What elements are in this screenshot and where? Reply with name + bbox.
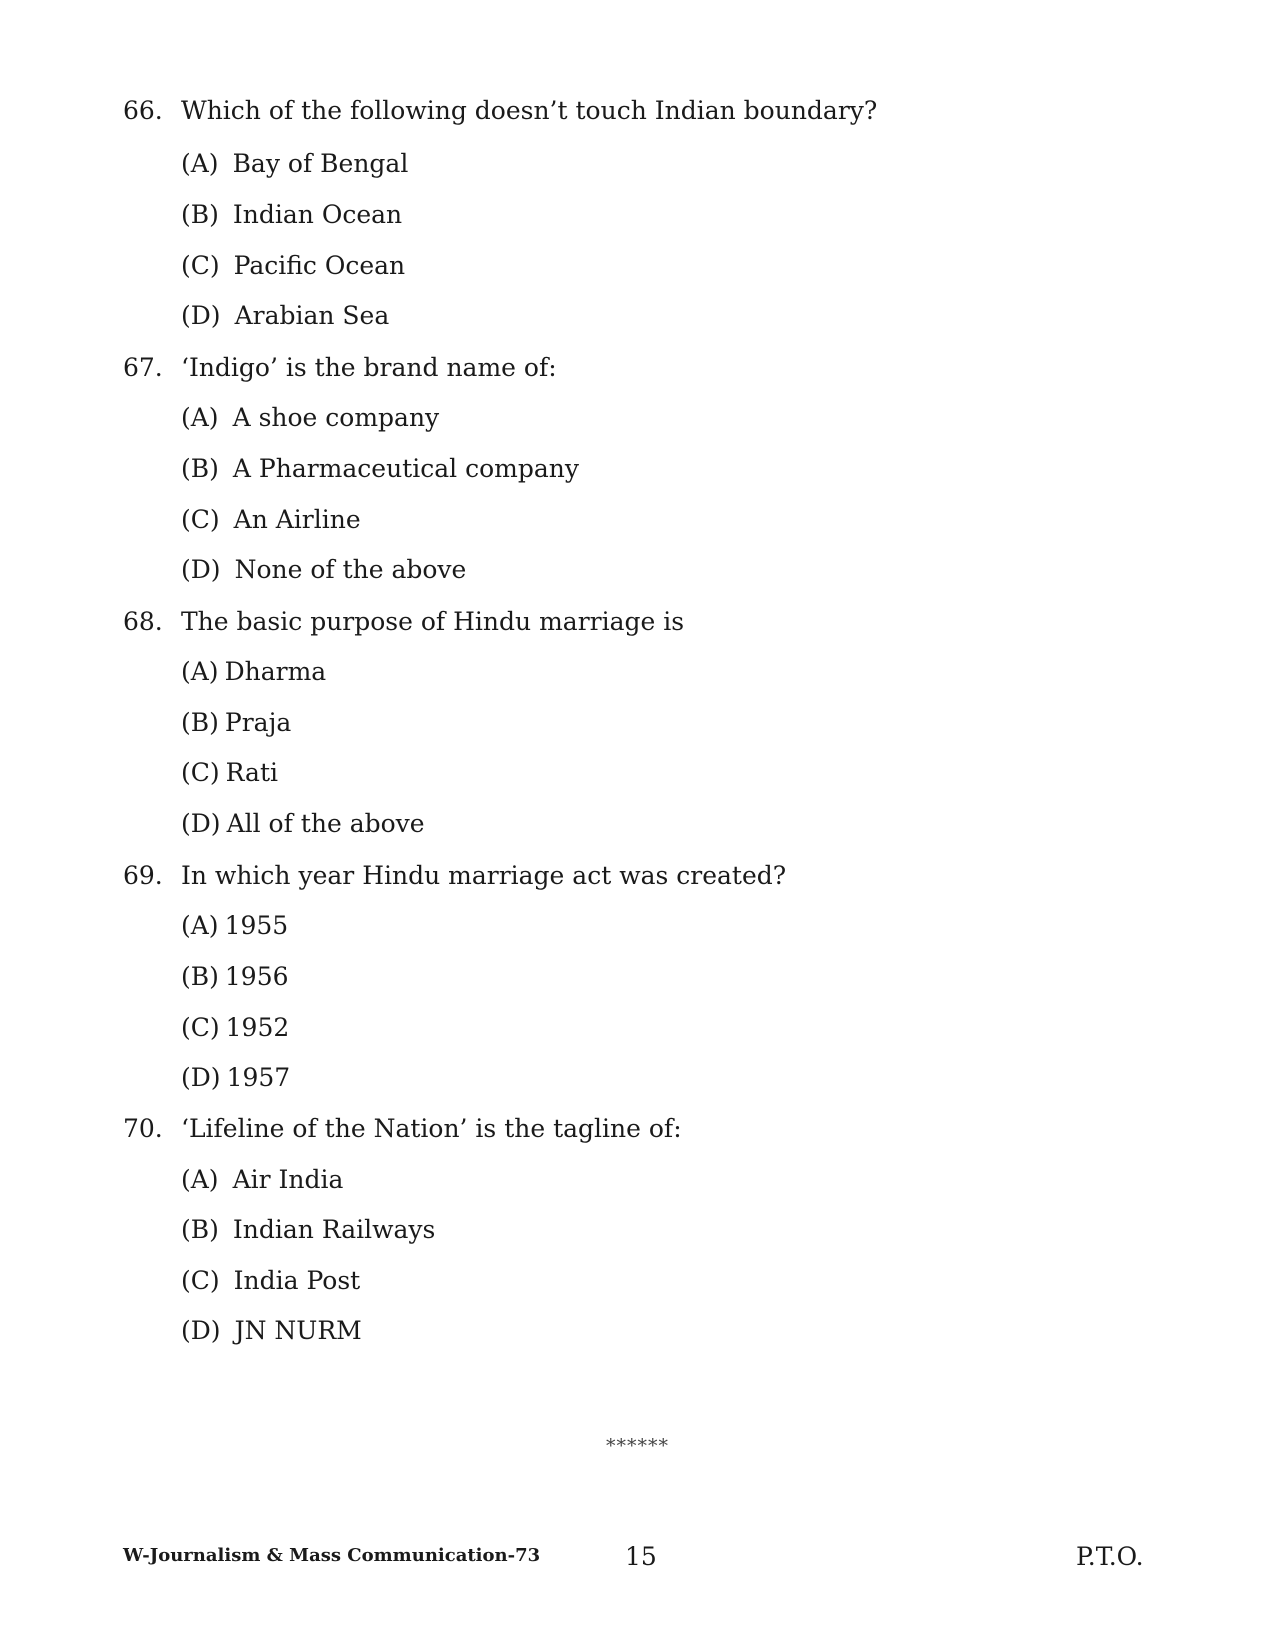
- pto-label: P.T.O.: [1076, 1542, 1144, 1571]
- option-d: [181, 301, 389, 331]
- option-label: (A): [181, 657, 219, 686]
- option-label: (D): [181, 555, 221, 584]
- question-number: 69.: [123, 861, 163, 890]
- question-text: ‘Lifeline of the Nation’ is the tagline of:: [181, 1114, 682, 1143]
- option-text: Bay of Bengal: [232, 149, 409, 178]
- option-label: (C): [181, 505, 220, 534]
- option-text: Air India: [232, 1165, 344, 1194]
- option-label: (B): [181, 454, 219, 483]
- option-c: [181, 251, 405, 281]
- option-b: [181, 708, 291, 738]
- option-text: A shoe company: [232, 403, 440, 432]
- option-a: [181, 911, 288, 941]
- option-b: [181, 962, 289, 992]
- option-c: [181, 1266, 360, 1296]
- option-text: 1957: [226, 1063, 291, 1092]
- page-number: 15: [625, 1542, 657, 1571]
- option-label: (A): [181, 149, 219, 178]
- option-d: [181, 555, 466, 585]
- option-label: (D): [181, 1063, 221, 1092]
- question-number: 70.: [123, 1114, 163, 1143]
- option-label: (A): [181, 1165, 219, 1194]
- option-text: A Pharmaceutical company: [232, 454, 579, 483]
- option-label: (C): [181, 758, 220, 787]
- option-c: [181, 1013, 289, 1043]
- option-d: [181, 809, 425, 839]
- option-b: [181, 454, 579, 484]
- option-label: (B): [181, 708, 219, 737]
- option-b: [181, 1215, 435, 1245]
- option-label: (C): [181, 1266, 220, 1295]
- option-label: (C): [181, 1013, 220, 1042]
- option-label: (D): [181, 809, 221, 838]
- option-c: [181, 505, 361, 535]
- question-text: The basic purpose of Hindu marriage is: [181, 607, 685, 636]
- option-text: Praja: [224, 708, 292, 737]
- option-text: None of the above: [234, 555, 467, 584]
- option-text: Dharma: [224, 657, 327, 686]
- option-b: [181, 200, 402, 230]
- option-d: [181, 1316, 362, 1346]
- option-label: (A): [181, 911, 219, 940]
- question-number: 67.: [123, 353, 163, 382]
- question-text: In which year Hindu marriage act was created?: [181, 861, 787, 890]
- option-text: JN NURM: [234, 1316, 362, 1345]
- option-label: (B): [181, 1215, 219, 1244]
- option-text: 1956: [224, 962, 289, 991]
- option-label: (B): [181, 200, 219, 229]
- option-text: Arabian Sea: [234, 301, 390, 330]
- question-text: ‘Indigo’ is the brand name of:: [181, 353, 557, 382]
- option-label: (D): [181, 301, 221, 330]
- option-text: 1955: [224, 911, 289, 940]
- option-text: Rati: [225, 758, 278, 787]
- option-c: [181, 758, 278, 788]
- paper-code: W-Journalism & Mass Communication-73: [123, 1545, 541, 1566]
- end-of-paper-marker: ******: [606, 1435, 669, 1457]
- question-number: 66.: [123, 96, 163, 125]
- option-a: [181, 149, 408, 179]
- option-label: (D): [181, 1316, 221, 1345]
- option-text: All of the above: [226, 809, 425, 838]
- option-d: [181, 1063, 290, 1093]
- option-label: (C): [181, 251, 220, 280]
- option-label: (A): [181, 403, 219, 432]
- option-a: [181, 657, 326, 687]
- option-label: (B): [181, 962, 219, 991]
- option-text: Indian Railways: [232, 1215, 436, 1244]
- option-text: India Post: [233, 1266, 361, 1295]
- option-text: An Airline: [233, 505, 361, 534]
- option-text: Indian Ocean: [232, 200, 403, 229]
- option-text: 1952: [225, 1013, 290, 1042]
- option-a: [181, 403, 439, 433]
- question-text: Which of the following doesn’t touch Indian boundary?: [181, 96, 878, 125]
- option-a: [181, 1165, 343, 1195]
- question-number: 68.: [123, 607, 163, 636]
- option-text: Pacific Ocean: [233, 251, 406, 280]
